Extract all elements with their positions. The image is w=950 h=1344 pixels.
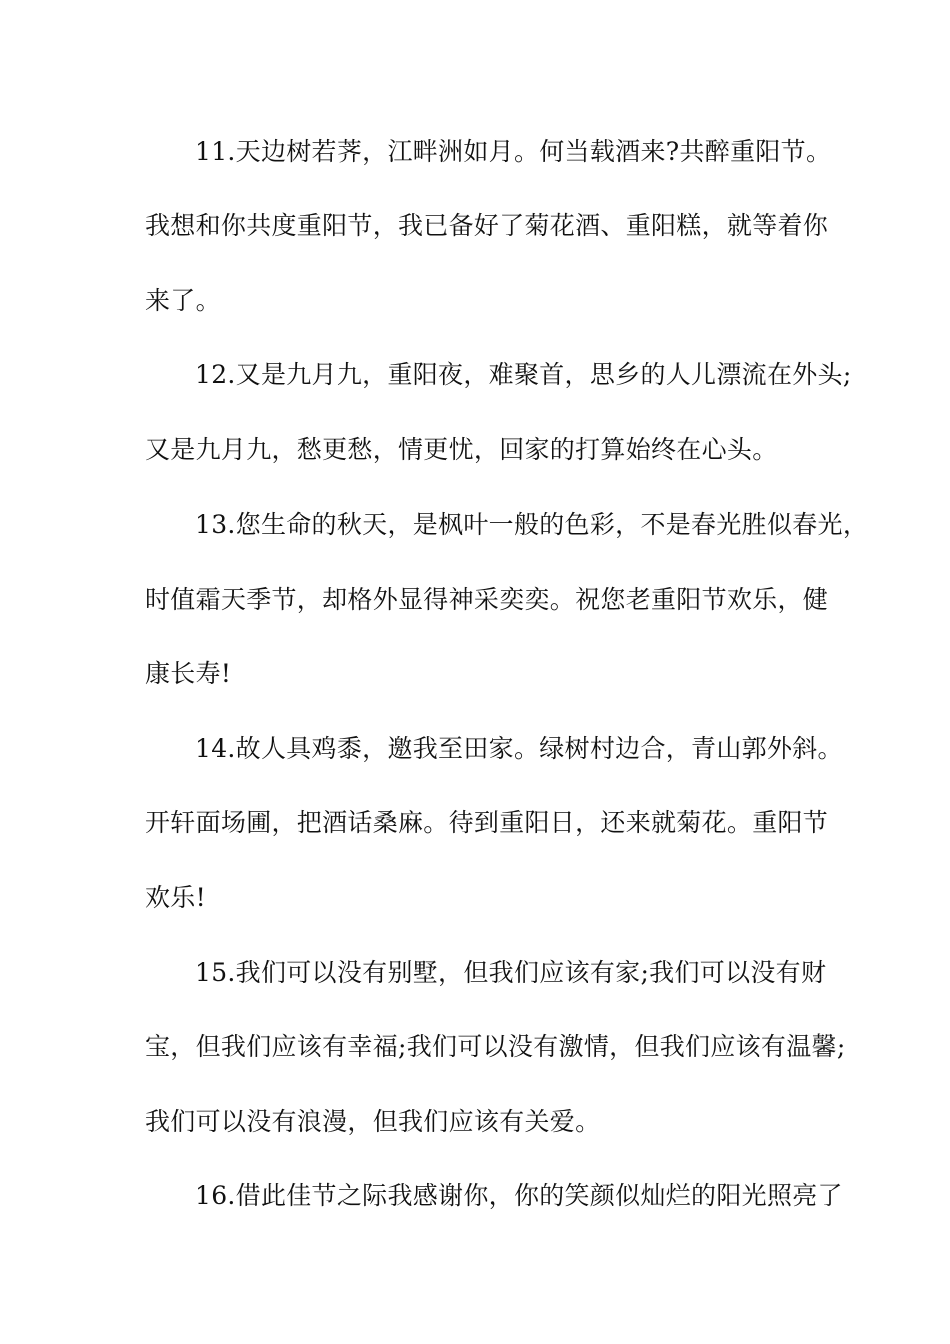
paragraph-line: 欢乐! bbox=[145, 883, 206, 912]
paragraph-line: 我想和你共度重阳节，我已备好了菊花酒、重阳糕，就等着你 bbox=[145, 211, 829, 240]
paragraph-line: 开轩面场圃，把酒话桑麻。待到重阳日，还来就菊花。重阳节 bbox=[145, 808, 829, 837]
paragraph-line: 11.天边树若荠，江畔洲如月。何当载酒来?共醉重阳节。 bbox=[195, 137, 832, 166]
paragraph-line: 13.您生命的秋天，是枫叶一般的色彩，不是春光胜似春光， bbox=[195, 510, 869, 539]
paragraph-line: 14.故人具鸡黍，邀我至田家。绿树村边合，青山郭外斜。 bbox=[195, 734, 843, 763]
paragraph-line: 宝，但我们应该有幸福;我们可以没有激情，但我们应该有温馨; bbox=[145, 1032, 846, 1061]
paragraph-line: 时值霜天季节，却格外显得神采奕奕。祝您老重阳节欢乐，健 bbox=[145, 585, 829, 614]
paragraph-line: 康长寿! bbox=[145, 659, 232, 688]
paragraph-line: 12.又是九月九，重阳夜，难聚首，思乡的人儿漂流在外头; bbox=[195, 360, 852, 389]
paragraph-line: 又是九月九，愁更愁，情更忧，回家的打算始终在心头。 bbox=[145, 435, 778, 464]
paragraph-line: 16.借此佳节之际我感谢你，你的笑颜似灿烂的阳光照亮了 bbox=[195, 1181, 843, 1210]
paragraph-line: 我们可以没有浪漫，但我们应该有关爱。 bbox=[145, 1107, 601, 1136]
paragraph-line: 15.我们可以没有别墅，但我们应该有家;我们可以没有财 bbox=[195, 958, 827, 987]
paragraph-line: 来了。 bbox=[145, 286, 221, 315]
